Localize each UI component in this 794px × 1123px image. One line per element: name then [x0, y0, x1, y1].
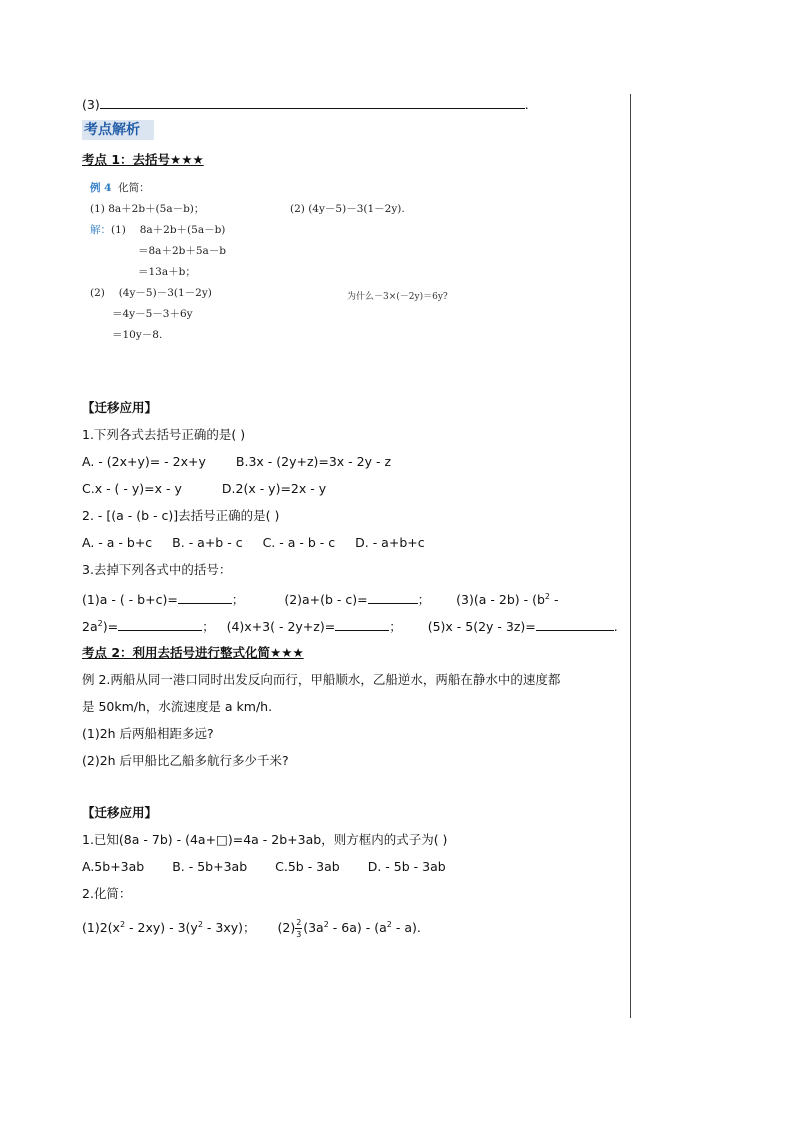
q5-stem: 2.化简：: [82, 886, 132, 901]
example-image: 例 4 化简： (1) 8a＋2b＋(5a－b)； (2) (4y－5)－3(1－2y). 解：(1) 8a＋2b＋(5a－b) ＝8a＋2b＋5a－b ＝13a＋b； (2) (4y－5)－3(1－2y) ＝4y－5－3＋6y ＝10y－8.: [90, 182, 405, 341]
example-q1: (1) 8a＋2b＋(5a－b)；: [90, 203, 205, 215]
q3-stem: 3.去掉下列各式中的括号：: [82, 562, 232, 577]
example-label: 例 4: [90, 182, 112, 194]
q3-blank-2[interactable]: [368, 591, 418, 604]
margin-rule: [630, 94, 631, 1018]
q4-options: A.5b+3ab B. - 5b+3ab C.5b - 3ab D. - 5b - 3ab: [82, 859, 446, 874]
q2-stem: 2. - [(a - (b - c)]去括号正确的是( ): [82, 508, 280, 523]
point2-title: 考点 2：利用去括号进行整式化简★★★: [82, 645, 304, 660]
q1-stem: 1.下列各式去括号正确的是( ): [82, 427, 246, 442]
q3-blank-5[interactable]: [536, 618, 614, 631]
q5-parts: $(1)2(x^2 - 2xy) - 3(y^2 - 3xy)$； (2) $\frac{2}{3}$ $(3a^2 - 6a) - (a^2 - a)$.: [82, 917, 421, 939]
q1-options-cd: C.x - ( - y)=x - y D.2(x - y)=2x - y: [82, 481, 327, 496]
example2-q2: (2)2h 后甲船比乙船多航行多少千米?: [82, 753, 289, 768]
q3-line2: $2a^2)=$ ； (4)x+3( - 2y+z)= ； (5)x - 5(2y - 3z)= .: [82, 619, 618, 635]
example-note: 为什么－3×(－2y)＝6y?: [347, 292, 448, 302]
q4-stem: 1.已知(8a - 7b) - (4a+□)=4a - 2b+3ab，则方框内的式子为( ): [82, 832, 448, 847]
q3-blank-1[interactable]: [178, 591, 232, 604]
answer-blank[interactable]: [100, 96, 525, 109]
fraction-two-thirds: $\frac{2}{3}$: [296, 917, 302, 939]
example2-line2: 是 50km/h，水流速度是 a km/h.: [82, 699, 273, 714]
example2-line1: 例 2.两船从同一港口同时出发反向而行，甲船顺水，乙船逆水，两船在静水中的速度都: [82, 672, 561, 687]
example2-q1: (1)2h 后两船相距多远?: [82, 726, 214, 741]
transfer-title-2: 【迁移应用】: [82, 805, 158, 820]
item-3-label: (3): [82, 97, 100, 112]
item-3-line: (3) .: [82, 97, 529, 112]
q3-line1: (1)a - ( - b+c)= ； (2)a+(b - c)= ； $(3)(a - 2b) - (b^2$ -: [82, 592, 559, 608]
transfer-title-1: 【迁移应用】: [82, 400, 158, 415]
section-header: 考点解析: [82, 120, 154, 140]
example-q2: (2) (4y－5)－3(1－2y).: [290, 203, 405, 215]
q1-options-ab: A. - (2x+y)= - 2x+y B.3x - (2y+z)=3x - 2y - z: [82, 454, 392, 469]
point1-title: 考点 1：去括号★★★: [82, 152, 204, 167]
q3-blank-4[interactable]: [335, 618, 389, 631]
q3-blank-3[interactable]: [118, 618, 202, 631]
q2-options: A. - a - b+c B. - a+b - c C. - a - b - c D. - a+b+c: [82, 535, 425, 550]
